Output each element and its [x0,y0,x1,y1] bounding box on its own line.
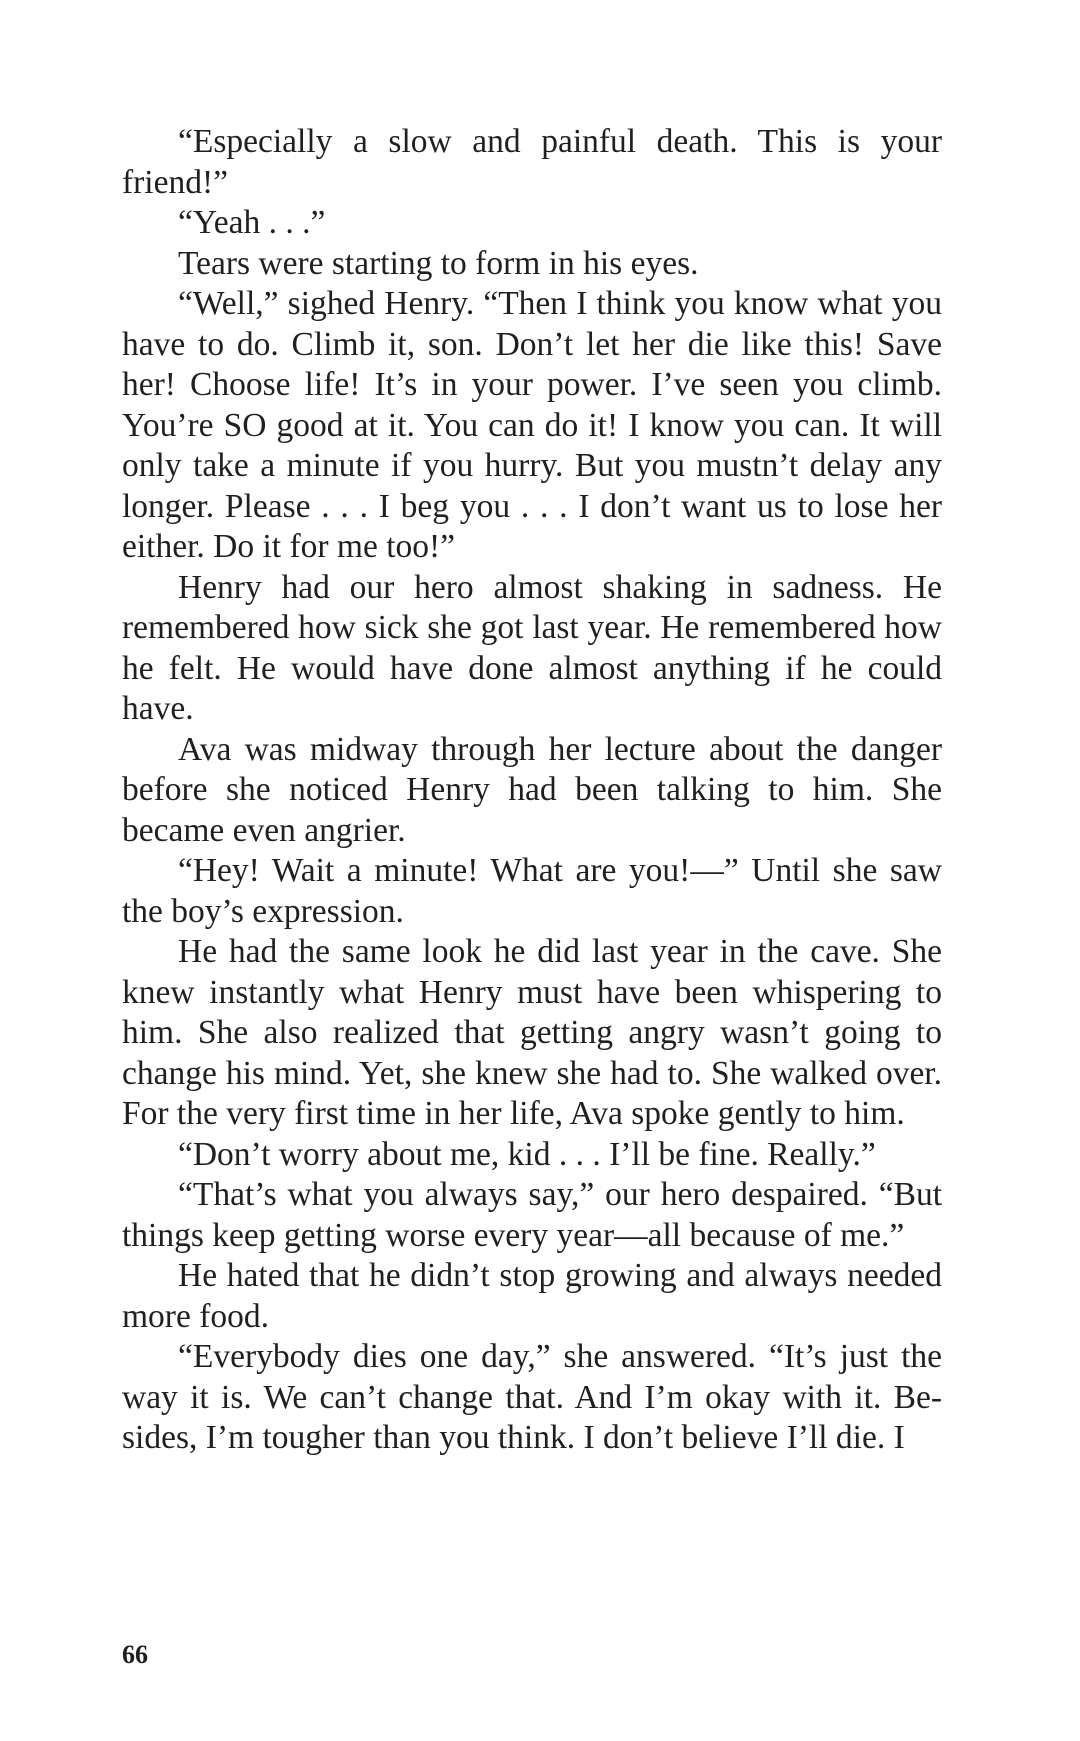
paragraph: “Especially a slow and painful death. This is your friend!” [122,123,942,201]
paragraph: “Hey! Wait a minute! What are you!—” Until she saw the boy’s expression. [122,852,942,930]
paragraph: “Don’t worry about me, kid . . . I’ll be fine. Really.” [178,1135,876,1173]
paragraph: He had the same look he did last year in the cave. She knew instantly what Henry must have been whispering to him. She also realized that getting angry wasn’t going to change his mind. Yet, she knew she had to. She walked over. For the very first time in her life, Ava spoke gently to him. [122,933,942,1132]
body-text [122,122,942,1459]
paragraph: “That’s what you always say,” our hero despaired. “But things keep getting worse every year—all because of me.” [122,1176,942,1254]
paragraph: Henry had our hero almost shaking in sadness. He remembered how sick she got last year. He remembered how he felt. He would have done almost anything if he could have. [122,568,942,727]
page-number: 66 [122,1640,148,1669]
paragraph: “Yeah . . .” [178,204,326,241]
paragraph-continued: “Everybody dies one day,” she answered. “It’s just the way it is. We can’t change that. And I’m okay with it. Besides, I’m tougher than you think. I don’t believe I’ll die. I [122,1338,942,1456]
paragraph: Ava was midway through her lecture about the danger before she noticed Henry had been talking to him. She became even angrier. [122,730,942,849]
paragraph: Tears were starting to form in his eyes. [178,244,699,282]
paragraph: “Well,” sighed Henry. “Then I think you know what you have to do. Climb it, son. Don’t let her die like this! Save her! Choose life! It’s in your power. I’ve seen you climb. You’re SO good at it. You can do it! I know you can. It will only take a minute if you hurry. But you mustn’t delay any longer. Please . . . I beg you . . . I don’t want us to lose her either. Do it for me too!” [122,285,942,565]
paragraph: He hated that he didn’t stop growing and always needed more food. [122,1257,942,1335]
